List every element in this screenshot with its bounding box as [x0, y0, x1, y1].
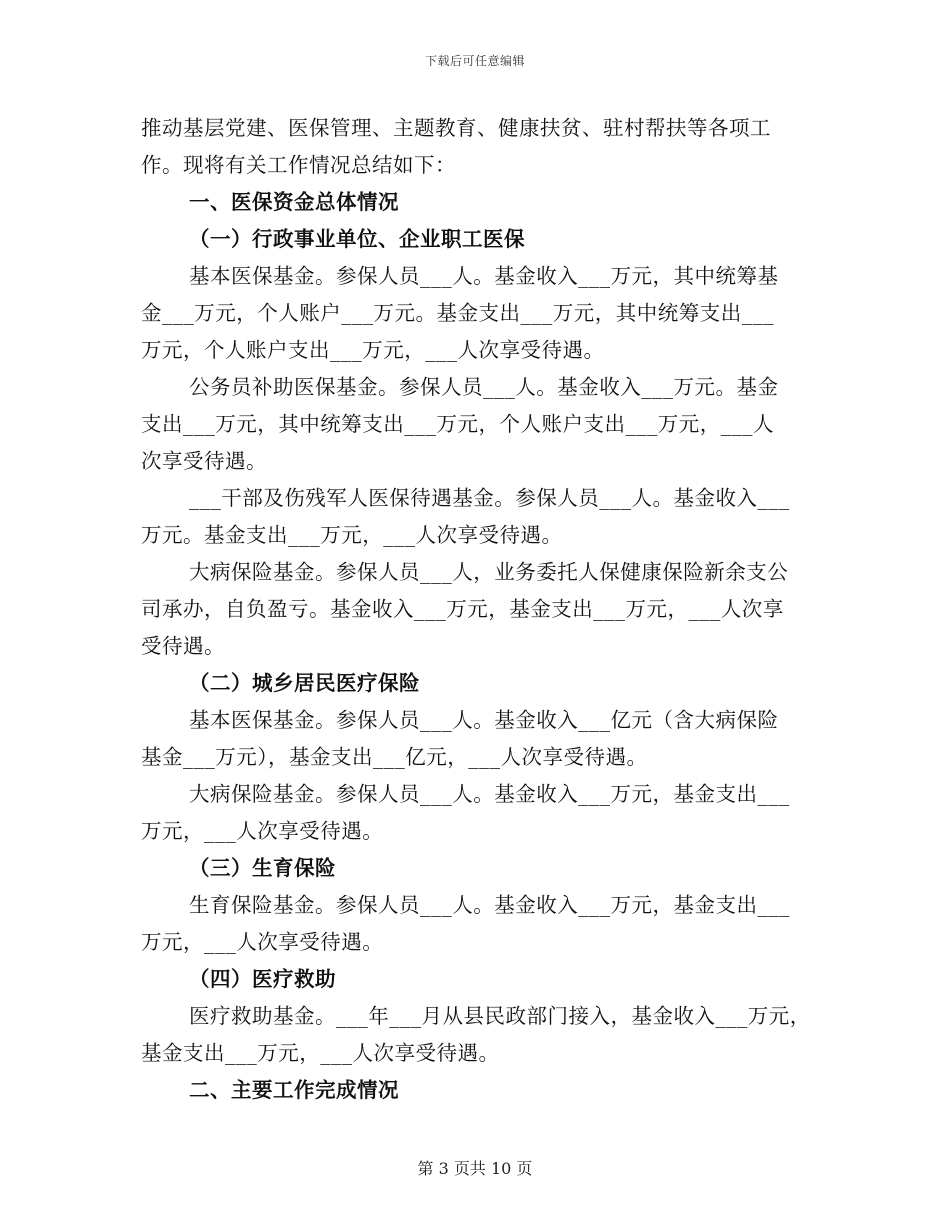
paragraph-line: 支出___万元，其中统筹支出___万元，个人账户支出___万元，___人 — [141, 412, 774, 436]
section-heading: （三）生育保险 — [189, 856, 336, 880]
paragraph-line: 基本医保基金。参保人员___人。基金收入___万元，其中统筹基 — [189, 264, 779, 288]
paragraph-line: 受待遇。 — [141, 634, 225, 658]
page-footer: 第 3 页共 10 页 — [417, 1159, 533, 1178]
paragraph-line: 金___万元，个人账户___万元。基金支出___万元，其中统筹支出___ — [141, 301, 774, 325]
paragraph-line: 大病保险基金。参保人员___人。基金收入___万元，基金支出___ — [189, 782, 790, 806]
paragraph-line: 万元，___人次享受待遇。 — [141, 819, 384, 843]
paragraph-line: 万元，___人次享受待遇。 — [141, 930, 384, 954]
paragraph-line: 司承办，自负盈亏。基金收入___万元，基金支出___万元，___人次享 — [141, 597, 784, 621]
paragraph-line: 医疗救助基金。___年___月从县民政部门接入，基金收入___万元， — [189, 1004, 811, 1028]
paragraph-line: 万元。基金支出___万元，___人次享受待遇。 — [141, 523, 563, 547]
paragraph-line: 作。现将有关工作情况总结如下： — [141, 153, 456, 177]
section-heading: 二、主要工作完成情况 — [189, 1078, 399, 1102]
paragraph-line: 基本医保基金。参保人员___人。基金收入___亿元（含大病保险 — [189, 708, 779, 732]
section-heading: （四）医疗救助 — [189, 967, 336, 991]
paragraph-line: 公务员补助医保基金。参保人员___人。基金收入___万元。基金 — [189, 375, 779, 399]
paragraph-line: 大病保险基金。参保人员___人，业务委托人保健康保险新余支公 — [189, 560, 789, 584]
page-header: 下载后可任意编辑 — [424, 54, 525, 68]
paragraph-line: 基金支出___万元，___人次享受待遇。 — [141, 1041, 500, 1065]
section-heading: 一、医保资金总体情况 — [189, 190, 399, 214]
paragraph-line: 次享受待遇。 — [141, 449, 267, 473]
paragraph-line: 推动基层党建、医保管理、主题教育、健康扶贫、驻村帮扶等各项工 — [141, 116, 771, 140]
paragraph-line: 基金___万元），基金支出___亿元，___人次享受待遇。 — [141, 745, 648, 769]
paragraph-line: 生育保险基金。参保人员___人。基金收入___万元，基金支出___ — [189, 893, 790, 917]
paragraph-line: ___干部及伤残军人医保待遇基金。参保人员___人。基金收入___ — [189, 486, 790, 510]
document-body — [141, 110, 813, 1109]
paragraph-line: 万元，个人账户支出___万元，___人次享受待遇。 — [141, 338, 605, 362]
section-heading: （一）行政事业单位、企业职工医保 — [189, 227, 525, 251]
section-heading: （二）城乡居民医疗保险 — [189, 671, 420, 695]
